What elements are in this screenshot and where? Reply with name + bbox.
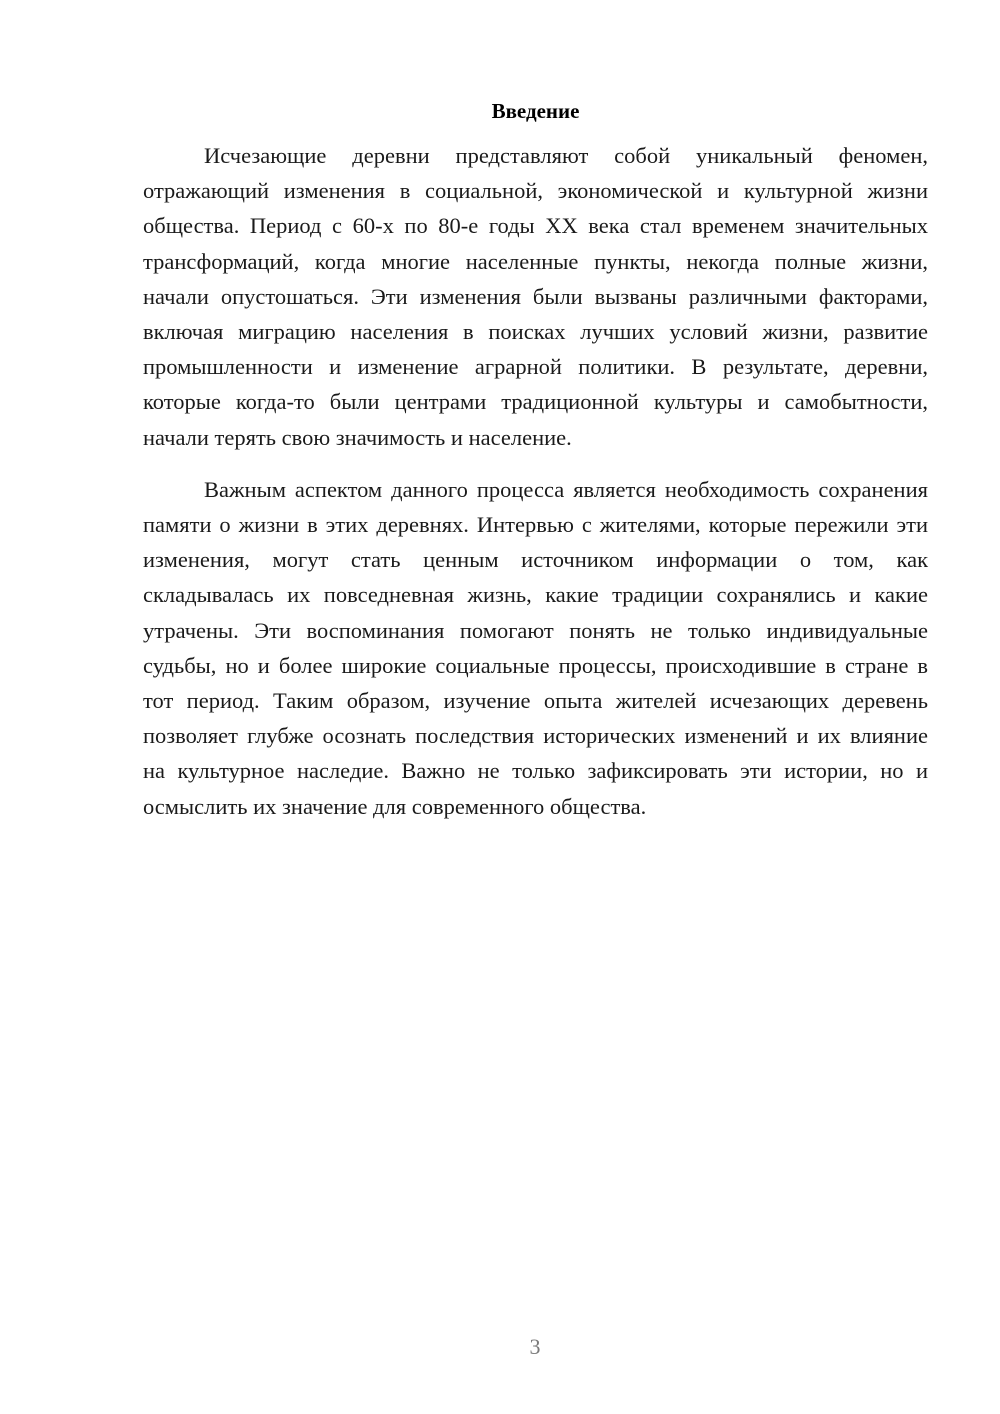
page-number: 3 xyxy=(529,1334,541,1359)
page-content xyxy=(143,96,928,824)
paragraph-2: Важным аспектом данного процесса является необходимость сохранения памяти о жизни в этих деревнях. Интервью с жителями, которые пережили эти изменения, могут стать ценным источником информации о том, как складывалась их повседневная жизнь, какие традиции сохранялись и какие утрачены. Эти воспоминания помогают понять не только индивидуальные судьбы, но и более широкие социальные процессы, происходившие в стране в тот период. Таким образом, изучение опыта жителей исчезающих деревень позволяет глубже осознать последствия исторических изменений и их влияние на культурное наследие. Важно не только зафиксировать эти истории, но и осмыслить их значение для современного общества. xyxy=(143,476,928,819)
section-heading: Введение xyxy=(491,99,580,123)
paragraph-1: Исчезающие деревни представляют собой уникальный феномен, отражающий изменения в социальной, экономической и культурной жизни общества. Период с 60-х по 80-е годы XX века стал временем значительных трансформаций, когда многие населенные пункты, некогда полные жизни, начали опустошаться. Эти изменения были вызваны различными факторами, включая миграцию населения в поисках лучших условий жизни, развитие промышленности и изменение аграрной политики. В результате, деревни, которые когда-то были центрами традиционной культуры и самобытности, начали терять свою значимость и население. xyxy=(143,143,928,450)
